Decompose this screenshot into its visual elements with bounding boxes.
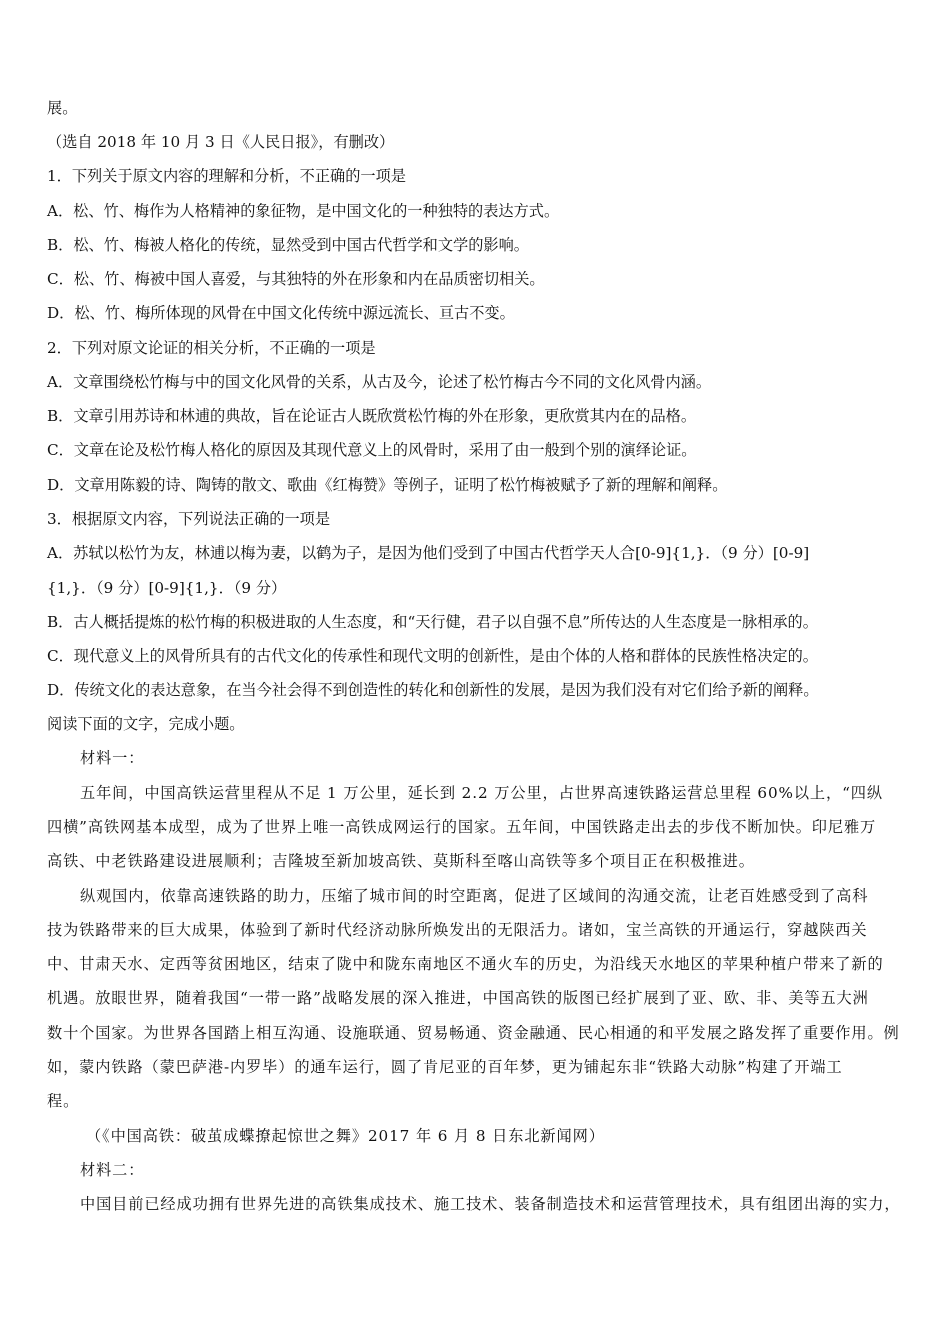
reading-instruction: 阅读下面的文字，完成小题。 (47, 715, 245, 733)
material-1-text: 四横”高铁网基本成型，成为了世界上唯一高铁成网运行的国家。五年间，中国铁路走出去的步伐不断加快。印尼雅万 (47, 818, 877, 836)
option-3a-continued: {1,}．（9 分）[0-9]{1,}．（9 分） (47, 579, 287, 597)
material-1-text: 程。 (47, 1092, 80, 1110)
material-1-text: 高铁、中老铁路建设进展顺利；吉隆坡至新加坡高铁、莫斯科至喀山高铁等多个项目正在积极推进。 (47, 852, 755, 870)
option-2d: D．文章用陈毅的诗、陶铸的散文、歌曲《红梅赞》等例子，证明了松竹梅被赋予了新的理解和阐释。 (47, 476, 728, 494)
question-1: 1．下列关于原文内容的理解和分析，不正确的一项是 (47, 167, 406, 185)
material-1-text: 机遇。放眼世界，随着我国“一带一路”战略发展的深入推进，中国高铁的版图已经扩展到了亚、欧、非、美等五大洲 (47, 989, 869, 1007)
material-2-heading: 材料二： (80, 1161, 145, 1179)
material-1-text: 中、甘肃天水、定西等贫困地区，结束了陇中和陇东南地区不通火车的历史，为沿线天水地区的苹果种植户带来了新的 (47, 955, 884, 973)
option-1d: D．松、竹、梅所体现的风骨在中国文化传统中源远流长、亘古不变。 (47, 304, 515, 322)
source-citation: （选自 2018 年 10 月 3 日《人民日报》，有删改） (47, 133, 395, 151)
question-2: 2．下列对原文论证的相关分析，不正确的一项是 (47, 339, 376, 357)
option-1c: C．松、竹、梅被中国人喜爱，与其独特的外在形象和内在品质密切相关。 (47, 270, 545, 288)
option-3b: B．古人概括提炼的松竹梅的积极进取的人生态度，和“天行健，君子以自强不息”所传达的人生态度是一脉相承的。 (47, 613, 818, 631)
option-2b: B．文章引用苏诗和林逋的典故，旨在论证古人既欣赏松竹梅的外在形象，更欣赏其内在的品格。 (47, 407, 697, 425)
option-3d: D．传统文化的表达意象，在当今社会得不到创造性的转化和创新性的发展，是因为我们没有对它们给予新的阐释。 (47, 681, 819, 699)
text-line: 展。 (47, 99, 78, 117)
material-1-text: 五年间，中国高铁运营里程从不足 1 万公里，延长到 2.2 万公里，占世界高速铁路运营总里程 60%以上，“四纵 (80, 784, 883, 802)
option-1a: A．松、竹、梅作为人格精神的象征物，是中国文化的一种独特的表达方式。 (47, 202, 560, 220)
material-1-source: （《中国高铁：破茧成蝶撩起惊世之舞》2017 年 6 月 8 日东北新闻网） (86, 1127, 605, 1145)
question-3: 3．根据原文内容，下列说法正确的一项是 (47, 510, 331, 528)
material-1-heading: 材料一： (80, 749, 145, 767)
option-1b: B．松、竹、梅被人格化的传统，显然受到中国古代哲学和文学的影响。 (47, 236, 529, 254)
material-2-text: 中国目前已经成功拥有世界先进的高铁集成技术、施工技术、装备制造技术和运营管理技术，具有组团出海的实力， (80, 1195, 901, 1213)
material-1-text: 技为铁路带来的巨大成果，体验到了新时代经济动脉所焕发出的无限活力。诸如，宝兰高铁的开通运行，穿越陕西关 (47, 921, 868, 939)
option-2c: C．文章在论及松竹梅人格化的原因及其现代意义上的风骨时，采用了由一般到个别的演绎论证。 (47, 441, 697, 459)
material-1-text: 数十个国家。为世界各国踏上相互沟通、设施联通、贸易畅通、资金融通、民心相通的和平发展之路发挥了重要作用。例 (47, 1024, 900, 1042)
option-3c: C．现代意义上的风骨所具有的古代文化的传承性和现代文明的创新性，是由个体的人格和群体的民族性格决定的。 (47, 647, 818, 665)
material-1-text: 纵观国内，依靠高速铁路的助力，压缩了城市间的时空距离，促进了区域间的沟通交流，让老百姓感受到了高科 (80, 887, 869, 905)
option-2a: A．文章围绕松竹梅与中的国文化风骨的关系，从古及今，论述了松竹梅古今不同的文化风骨内涵。 (47, 373, 712, 391)
option-3a: A．苏轼以松竹为友，林逋以梅为妻，以鹤为子，是因为他们受到了中国古代哲学天人合[0-9]{1,}．（9 分）[0-9] (47, 544, 810, 562)
material-1-text: 如，蒙内铁路（蒙巴萨港-内罗毕）的通车运行，圆了肯尼亚的百年梦，更为铺起东非“铁路大动脉”构建了开端工 (47, 1058, 843, 1076)
